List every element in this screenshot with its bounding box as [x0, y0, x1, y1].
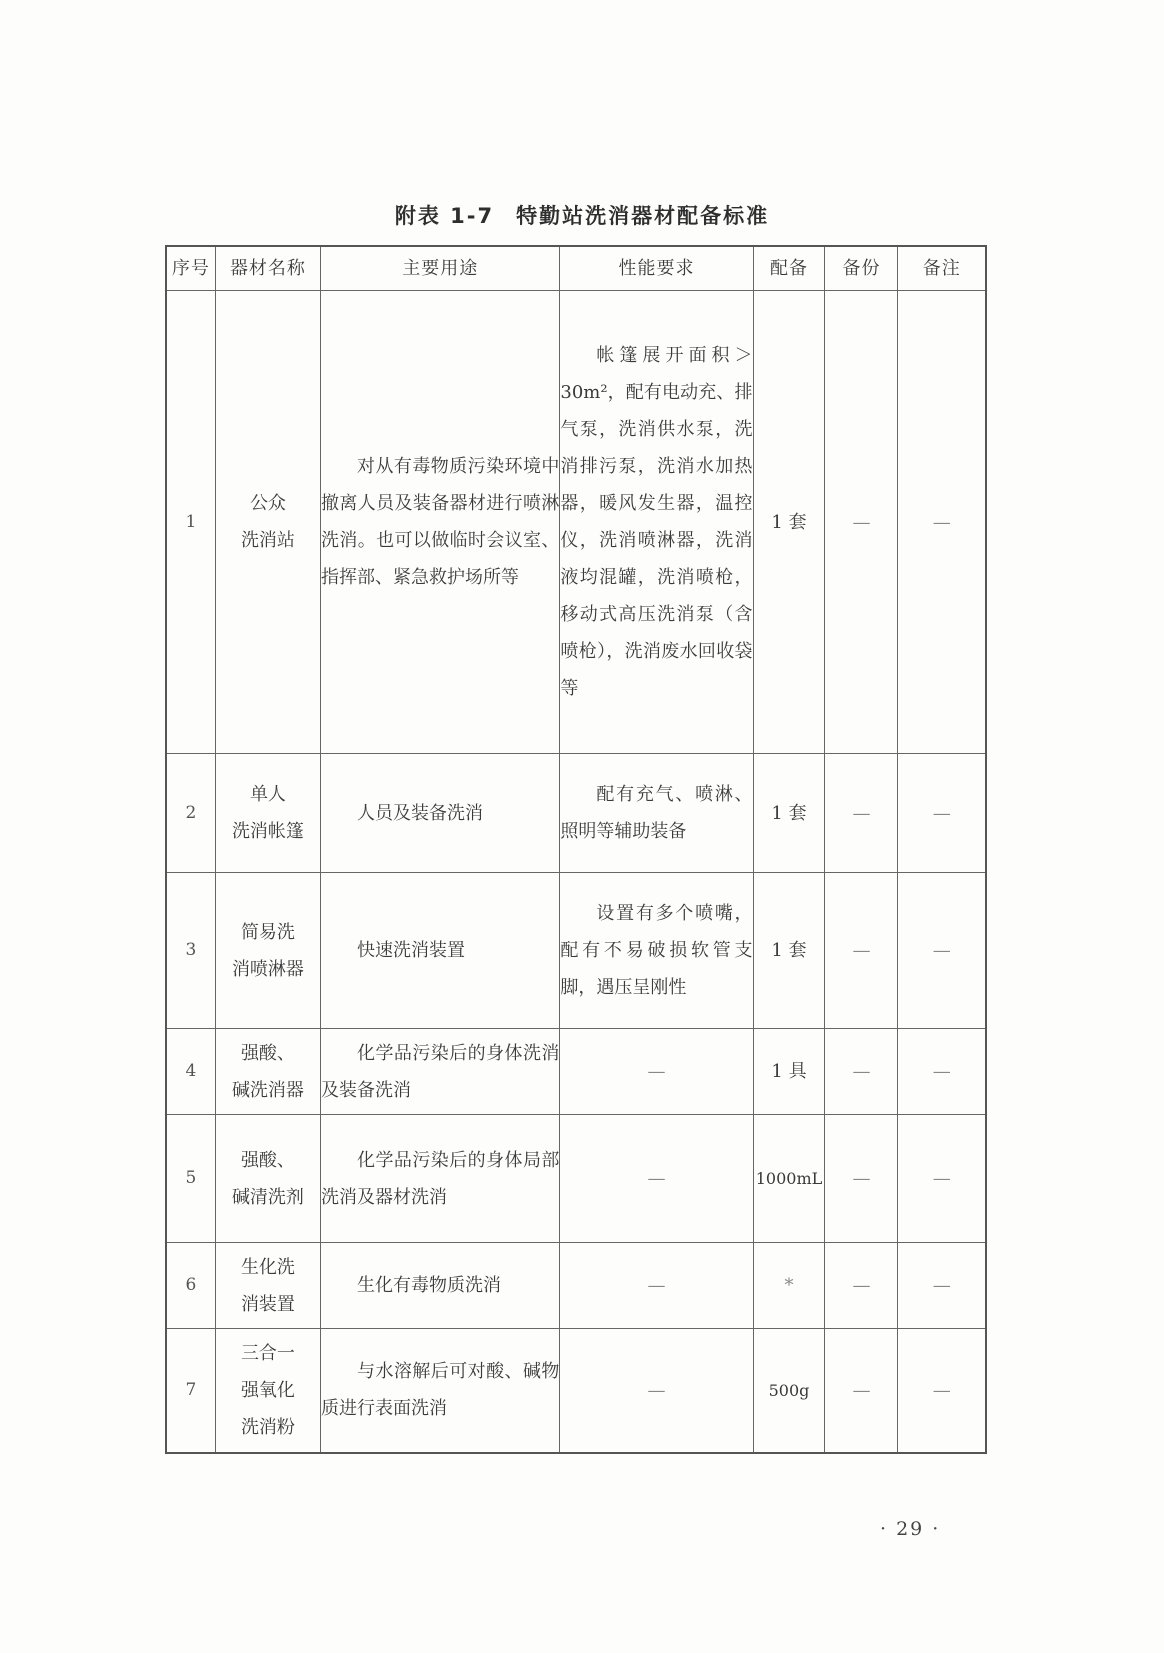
row-number: 6	[166, 1243, 215, 1329]
performance-requirement: —	[560, 1029, 753, 1115]
quantity: 1 套	[753, 754, 825, 873]
equipment-name: 强酸、 碱洗消器	[215, 1029, 320, 1115]
main-use	[321, 1029, 560, 1115]
quantity: 1 套	[753, 291, 825, 754]
backup: —	[825, 873, 898, 1029]
note: —	[898, 754, 986, 873]
equipment-name: 强酸、 碱清洗剂	[215, 1115, 320, 1243]
equipment-name: 三合一 强氧化 洗消粉	[215, 1329, 320, 1453]
performance-requirement: —	[560, 1115, 753, 1243]
main-use-text: 生化有毒物质洗消	[357, 1275, 502, 1296]
note: —	[898, 873, 986, 1029]
quantity: 500g	[753, 1329, 825, 1453]
row-number: 7	[166, 1329, 215, 1453]
main-use	[321, 754, 560, 873]
quantity: 1 具	[753, 1029, 825, 1115]
performance-requirement	[560, 754, 753, 873]
table-row	[166, 291, 986, 754]
header-backup: 备份	[825, 246, 898, 291]
equipment-name: 简易洗 消喷淋器	[215, 873, 320, 1029]
header-row	[166, 246, 986, 291]
main-use	[321, 1329, 560, 1453]
note: —	[898, 1243, 986, 1329]
row-number: 5	[166, 1115, 215, 1243]
table-title	[0, 200, 1164, 230]
equipment-name: 公众 洗消站	[215, 291, 320, 754]
note: —	[898, 291, 986, 754]
table-row	[166, 873, 986, 1029]
main-use	[321, 1243, 560, 1329]
row-number: 3	[166, 873, 215, 1029]
performance-requirement: —	[560, 1243, 753, 1329]
table-row	[166, 1329, 986, 1453]
header-name: 器材名称	[215, 246, 320, 291]
main-use-text: 对从有毒物质污染环境中撤离人员及装备器材进行喷淋洗消。也可以做临时会议室、指挥部、紧急救护场所等	[321, 456, 560, 588]
header-no: 序号	[166, 246, 215, 291]
quantity: 1 套	[753, 873, 825, 1029]
table-row	[166, 754, 986, 873]
page-number: · 29 ·	[880, 1518, 941, 1540]
backup: —	[825, 1029, 898, 1115]
table-code: 附表 1-7	[394, 204, 495, 228]
main-use-text: 化学品污染后的身体局部洗消及器材洗消	[321, 1149, 560, 1208]
quantity: *	[753, 1243, 825, 1329]
quantity: 1000mL	[753, 1115, 825, 1243]
table-row	[166, 1029, 986, 1115]
note: —	[898, 1329, 986, 1453]
table-row	[166, 1243, 986, 1329]
main-use-text: 快速洗消装置	[357, 940, 466, 961]
backup: —	[825, 1115, 898, 1243]
requirement-text: 设置有多个喷嘴，配有不易破损软管支脚，遇压呈刚性	[560, 903, 753, 998]
main-use-text: 人员及装备洗消	[357, 802, 484, 824]
row-number: 2	[166, 754, 215, 873]
note: —	[898, 1029, 986, 1115]
performance-requirement	[560, 291, 753, 754]
main-use-text: 与水溶解后可对酸、碱物质进行表面洗消	[321, 1361, 560, 1420]
header-use: 主要用途	[321, 246, 560, 291]
performance-requirement: —	[560, 1329, 753, 1453]
requirement-text: 配有充气、喷淋、照明等辅助装备	[560, 784, 753, 842]
header-quantity: 配备	[753, 246, 825, 291]
equipment-name: 单人 洗消帐篷	[215, 754, 320, 873]
main-use	[321, 291, 560, 754]
equipment-name: 生化洗 消装置	[215, 1243, 320, 1329]
main-use	[321, 1115, 560, 1243]
row-number: 1	[166, 291, 215, 754]
backup: —	[825, 1329, 898, 1453]
header-requirement: 性能要求	[560, 246, 753, 291]
performance-requirement	[560, 873, 753, 1029]
row-number: 4	[166, 1029, 215, 1115]
equipment-table	[165, 245, 987, 1454]
main-use	[321, 873, 560, 1029]
table-caption: 特勤站洗消器材配备标准	[516, 204, 770, 228]
main-use-text: 化学品污染后的身体洗消及装备洗消	[321, 1042, 560, 1101]
header-note: 备注	[898, 246, 986, 291]
table-row	[166, 1115, 986, 1243]
backup: —	[825, 291, 898, 754]
requirement-text: 帐篷展开面积＞30m²，配有电动充、排气泵，洗消供水泵，洗消排污泵，洗消水加热器，暖风发生器，温控仪，洗消喷淋器，洗消液均混罐，洗消喷枪，移动式高压洗消泵（含喷枪），洗消废水回收袋等	[560, 345, 753, 699]
note: —	[898, 1115, 986, 1243]
backup: —	[825, 1243, 898, 1329]
backup: —	[825, 754, 898, 873]
